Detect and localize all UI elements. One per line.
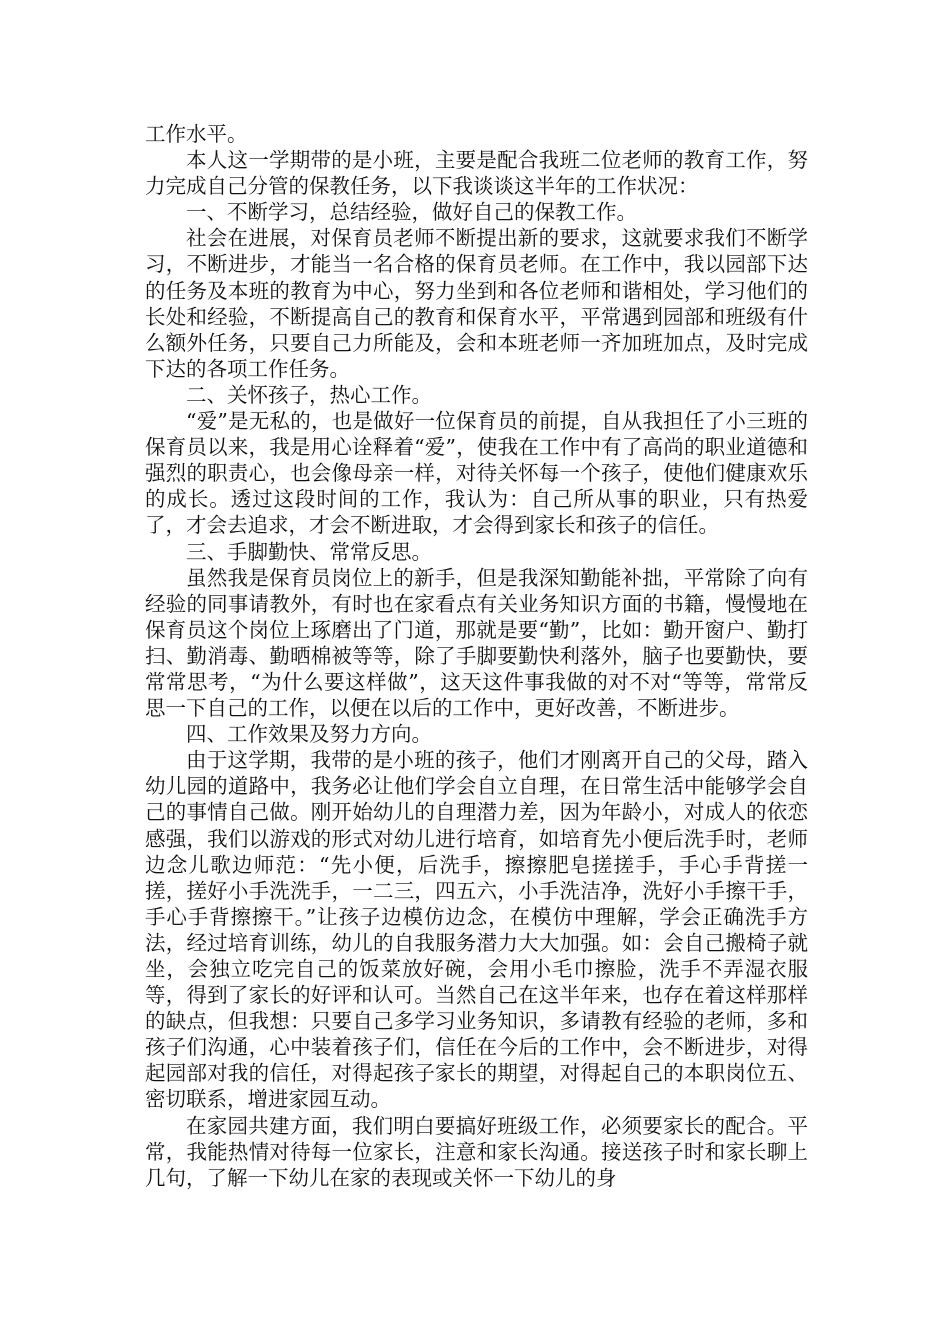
section-heading-2: 二、关怀孩子，热心工作。	[186, 382, 432, 407]
paragraph-continuation: 工作水平。	[145, 122, 248, 146]
paragraph-section-1: 社会在进展，对保育员老师不断提出新的要求，这就要求我们不断学习，不断进步，才能当一名合格的保育员老师。在工作中，我以园部下达的任务及本班的教育为中心，努力坐到和各位老师和谐相处，学习他们的长处和经验，不断提高自己的教育和保育水平，平常遇到园部和班级有什么额外任务，只要自己力所能及，会和本班老师一齐加班加点，及时完成下达的各项工作任务。	[145, 226, 808, 381]
section-heading-4: 四、工作效果及努力方向。	[186, 722, 432, 747]
section-heading-1: 一、不断学习，总结经验，做好自己的保教工作。	[186, 200, 637, 225]
paragraph-section-4: 由于这学期，我带的是小班的孩子，他们才刚离开自己的父母，踏入幼儿园的道路中，我务必让他们学会自立自理，在日常生活中能够学会自己的事情自己做。刚开始幼儿的自理潜力差，因为年龄小，对成人的依恋感强，我们以游戏的形式对幼儿进行培育，如培育先小便后洗手时，老师边念儿歌边师范：“先小便，后洗手，擦擦肥皂搓搓手，手心手背搓一搓，搓好小手洗洗手，一二三，四五六，小手洗洁净，洗好小手擦干手，手心手背擦擦干。”让孩子边模仿边念，在模仿中理解，学会正确洗手方法，经过培育训练，幼儿的自我服务潜力大大加强。如：会自己搬椅子就坐，会独立吃完自己的饭菜放好碗，会用小毛巾擦脸，洗手不弄湿衣服等，得到了家长的好评和认可。当然自己在这半年来，也存在着这样那样的缺点，但我想：只要自己多学习业务知识，多请教有经验的老师，多和孩子们沟通，心中装着孩子们，信任在今后的工作中，会不断进步，对得起园部对我的信任，对得起孩子家长的期望，对得起自己的本职岗位五、密切联系，增进家园互动。	[145, 748, 808, 1112]
paragraph-intro: 本人这一学期带的是小班，主要是配合我班二位老师的教育工作，努力完成自己分管的保教任务，以下我谈谈这半年的工作状况：	[145, 148, 808, 199]
section-heading-3: 三、手脚勤快、常常反思。	[186, 539, 432, 564]
paragraph-section-2: “爱”是无私的，也是做好一位保育员的前提，自从我担任了小三班的保育员以来，我是用心诠释着“爱”，使我在工作中有了高尚的职业道德和强烈的职责心，也会像母亲一样，对待关怀每一个孩子，使他们健康欢乐的成长。透过这段时间的工作，我认为：自己所从事的职业，只有热爱了，才会去追求，才会不断进取，才会得到家长和孩子的信任。	[145, 409, 808, 538]
paragraph-section-5: 在家园共建方面，我们明白要搞好班级工作，必须要家长的配合。平常，我能热情对待每一位家长，注意和家长沟通。接送孩子时和家长聊上几句，了解一下幼儿在家的表现或关怀一下幼儿的身	[145, 1113, 808, 1190]
document-body	[145, 121, 808, 1191]
paragraph-section-3: 虽然我是保育员岗位上的新手，但是我深知勤能补拙，平常除了向有经验的同事请教外，有时也在家看点有关业务知识方面的书籍，慢慢地在保育员这个岗位上琢磨出了门道，那就是要“勤”，比如：勤开窗户、勤打扫、勤消毒、勤晒棉被等等，除了手脚要勤快利落外，脑子也要勤快，要常常思考，“为什么要这样做”，这天这件事我做的对不对“等等，常常反思一下自己的工作，以便在以后的工作中，更好改善，不断进步。	[145, 565, 808, 721]
